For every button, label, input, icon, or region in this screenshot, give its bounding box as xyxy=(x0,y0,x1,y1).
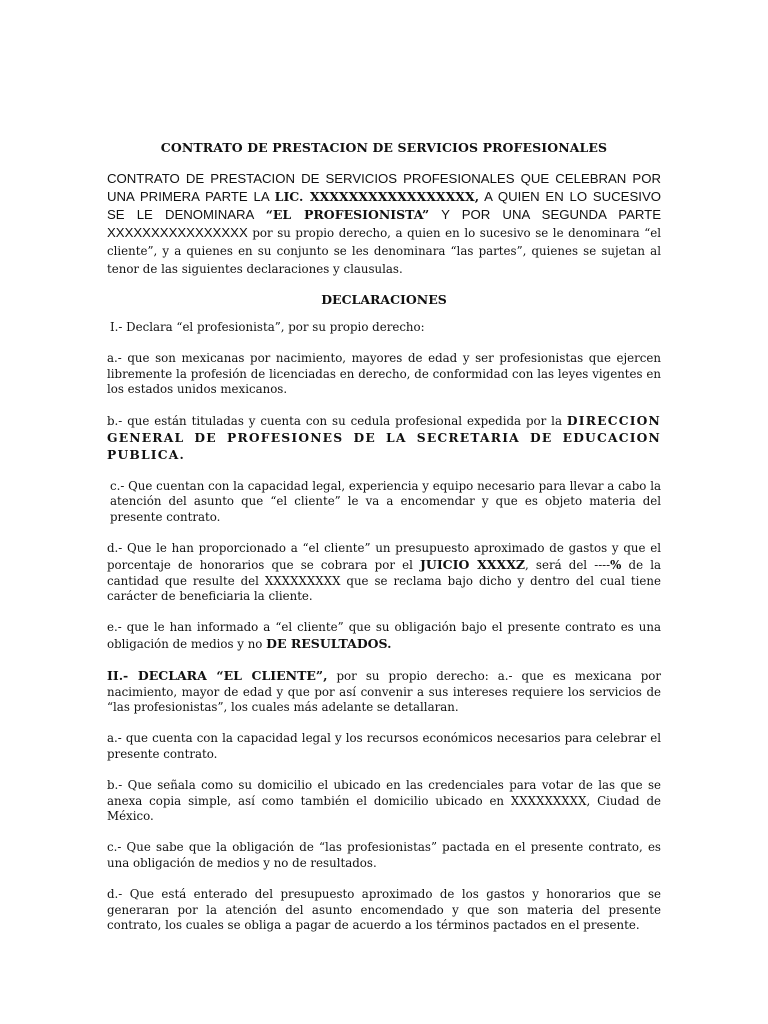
intro-text-1: CONTRATO DE PRESTACION DE SERVICIOS PROFESIONALES QUE CELEBRAN POR UNA PRIMERA PARTE LA xyxy=(107,171,661,204)
section-ii-item-a: a.- que cuenta con la capacidad legal y los recursos económicos necesarios para celebrar el presente contrato. xyxy=(107,731,661,761)
section-i-item-e-bold: DE RESULTADOS. xyxy=(266,635,392,651)
section-ii-item-c: c.- Que sabe que la obligación de “las profesionistas” pactada en el presente contrato, es una obligación de medios y no de resultados. xyxy=(107,840,661,870)
intro-text-2: A QUIEN EN LO SUCESIVO SE LE DENOMINARA xyxy=(107,189,661,222)
section-i-item-e-text: e.- que le han informado a “el cliente” que su obligación bajo el presente contrato es una obligación de medios y no xyxy=(107,620,661,651)
intro-text-4: por su propio derecho, a quien en lo sucesivo se le denominara “el cliente”, y a quienes en su conjunto se les denominara “las partes”, quienes se sujetan al tenor de las siguientes declaraciones y clausulas. xyxy=(107,226,661,276)
section-ii-item-d: d.- Que está enterado del presupuesto aproximado de los gastos y honorarios que se generaran por la atención del asunto encomendado y que son materia del presente contrato, los cuales se obliga a pagar de acuerdo a los términos pactados en el presente. xyxy=(107,886,661,933)
intro-paragraph xyxy=(107,170,661,278)
section-i-item-c: c.- Que cuentan con la capacidad legal, experiencia y equipo necesario para llevar a cabo la atención del asunto que “el cliente” le va a encomendar y que es objeto materia del presente contrato. xyxy=(110,478,661,525)
section-i-item-d xyxy=(107,541,661,605)
section-i-item-d-text-2: , será del ---- xyxy=(525,557,611,572)
section-i-item-e xyxy=(107,620,661,653)
section-i-item-d-percent: % xyxy=(610,557,622,572)
section-ii-item-b: b.- Que señala como su domicilio el ubicado en las credenciales para votar de las que se anexa copia simple, así como también el domicilio ubicado en XXXXXXXXX, Ciudad de México. xyxy=(107,777,661,824)
section-i-intro: I.- Declara “el profesionista”, por su propio derecho: xyxy=(110,320,425,334)
section-i-item-b-bold: DIRECCION GENERAL DE PROFESIONES DE LA SECRETARIA DE EDUCACION PUBLICA. xyxy=(107,413,661,462)
document-title: CONTRATO DE PRESTACION DE SERVICIOS PROFESIONALES xyxy=(160,140,608,155)
section-i-item-b xyxy=(107,413,661,463)
contract-page xyxy=(107,140,661,949)
section-i-item-d-juicio: JUICIO XXXXZ xyxy=(420,556,526,572)
intro-el-profesionista: “EL PROFESIONISTA” xyxy=(265,207,430,222)
section-i-item-b-text: b.- que están tituladas y cuenta con su cedula profesional expedida por la xyxy=(107,414,567,429)
intro-lic-name: LIC. XXXXXXXXXXXXXXXXX, xyxy=(274,189,480,204)
section-ii-intro xyxy=(107,668,661,716)
section-i-item-d-text-1: d.- Que le han proporcionado a “el cliente” un presupuesto aproximado de gastos y que el porcentaje de honorarios que se cobrara por el xyxy=(107,540,661,572)
section-i-item-d-text-3: de la cantidad que resulte del XXXXXXXXX que se reclama bajo dicho y dentro del cual tiene carácter de beneficiaria la cliente. xyxy=(107,557,662,604)
declaraciones-heading: DECLARACIONES xyxy=(321,292,447,307)
section-i-item-a: a.- que son mexicanas por nacimiento, mayores de edad y ser profesionistas que ejercen libremente la profesión de licenciadas en derecho, de conformidad con las leyes vigentes en los estados unidos mexicanos. xyxy=(107,350,661,397)
section-ii-heading: II.- DECLARA “EL CLIENTE”, xyxy=(107,667,328,683)
section-ii-intro-text: por su propio derecho: a.- que es mexicana por nacimiento, mayor de edad y que por así convenir a sus intereses requiere los servicios de “las profesionistas”, los cuales más adelante se detallaran. xyxy=(107,668,661,715)
intro-text-3: Y POR UNA SEGUNDA PARTE XXXXXXXXXXXXXXXX xyxy=(107,207,662,240)
